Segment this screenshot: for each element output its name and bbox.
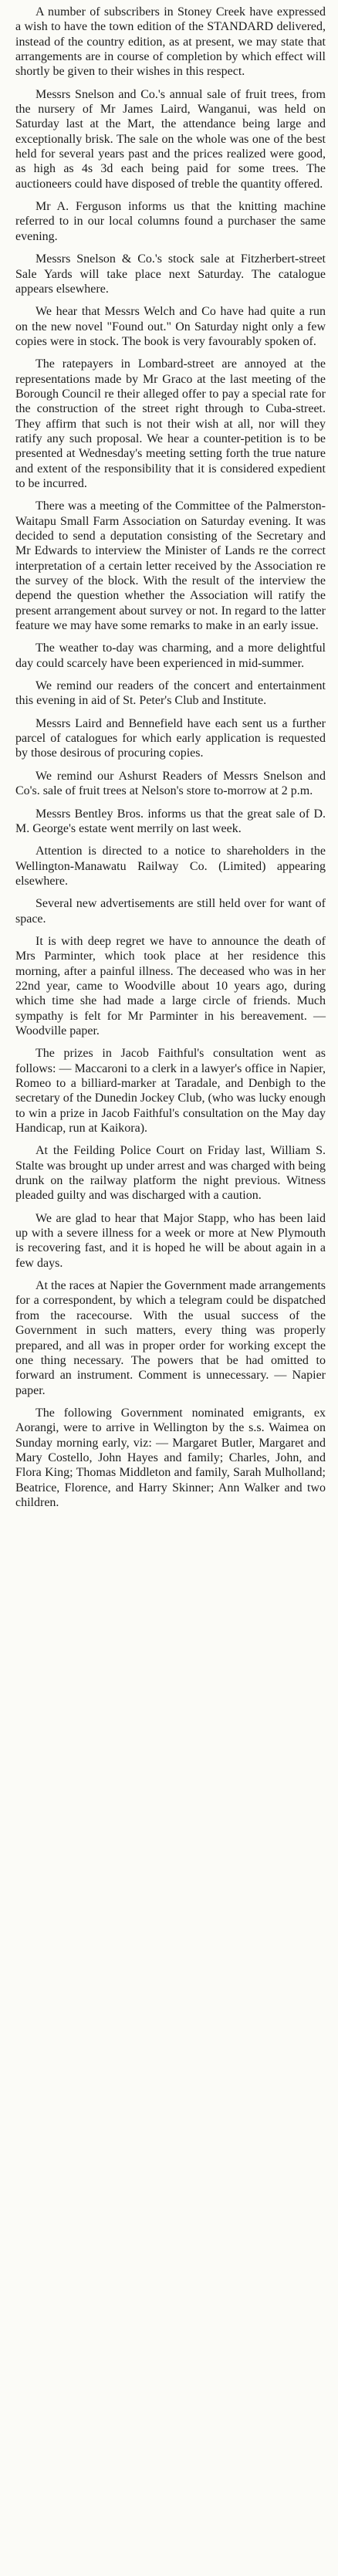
news-item-emigrants: The following Government nominated emigrants, ex Aorangi, were to arrive in Wellington by the s.s. Waimea on Sunday morning early, viz: — Margaret Butler, Margaret and Mary Costello, John Hayes and family; Charles, John, and Flora King; Thomas Middleton and family, Sarah Mulholland; Beatrice, Florence, and Harry Skinner; Ann Walker and two children. [15, 1406, 326, 1509]
news-item-ashurst-sale: We remind our Ashurst Readers of Messrs Snelson and Co's. sale of fruit trees at Nelson's store to-morrow at 2 p.m. [15, 769, 326, 798]
news-item-bentley-bros: Messrs Bentley Bros. informs us that the great sale of D. M. George's estate went merrily on last week. [15, 807, 326, 835]
news-item-napier-races: At the races at Napier the Government made arrangements for a correspondent, by which a telegram could be dispatched from the racecourse. With the usual success of the Government in such matters, every thing was properly prepared, and all was in proper order for working except the one thing necessary. The powers that be had omitted to forward an instrument. Comment is unnecessary. — Napier paper. [15, 1279, 326, 1397]
news-item-stock-sale: Messrs Snelson & Co.'s stock sale at Fitzherbert-street Sale Yards will take place next Saturday. The catalogue appears elsewhere. [15, 252, 326, 296]
news-item-stoney-creek-subscribers: A number of subscribers in Stoney Creek have expressed a wish to have the town edition of the STANDARD delivered, instead of the country edition, as at present, we may state that arrangements are in course of completion by which effect will shortly be given to their wishes in this respect. [15, 5, 326, 79]
news-item-fruit-tree-sale: Messrs Snelson and Co.'s annual sale of fruit trees, from the nursery of Mr James Laird, Wanganui, was held on Saturday last at the Mart, the attendance being large and exceptionally brisk. The sale on the whole was one of the best held for several years past and the prices realized were good, as high as 4s 3d each being paid for some trees. The auctioneers could have disposed of treble the quantity offered. [15, 87, 326, 191]
news-item-concert-reminder: We remind our readers of the concert and entertainment this evening in aid of St. Peter's Club and Institute. [15, 679, 326, 708]
news-item-catalogues: Messrs Laird and Bennefield have each sent us a further parcel of catalogues for which early application is requested by those desirous of procuring copies. [15, 716, 326, 760]
news-item-knitting-machine: Mr A. Ferguson informs us that the knitting machine referred to in our local columns found a purchaser the same evening. [15, 200, 326, 243]
news-item-advertisements-held: Several new advertisements are still held over for want of space. [15, 897, 326, 926]
news-item-small-farm-association: There was a meeting of the Committee of the Palmerston-Waitapu Small Farm Association on Saturday evening. It was decided to send a deputation consisting of the Secretary and Mr Edwards to interview the Minister of Lands re the correct interpretation of a certain letter received by the Association re the survey of the block. With the result of the interview the depend the question whether the Association will ratify the present arrangement about survey or not. In regard to the latter feature we may have some remarks to make in an early issue. [15, 499, 326, 633]
news-item-police-court: At the Feilding Police Court on Friday last, William S. Stalte was brought up under arrest and was charged with being drunk on the railway platform the night previous. Witness pleaded guilty and was discharged with a caution. [15, 1144, 326, 1203]
news-item-found-out-novel: We hear that Messrs Welch and Co have had quite a run on the new novel "Found out." On Saturday night only a few copies were in stock. The book is very favourably spoken of. [15, 305, 326, 348]
news-item-major-stapp: We are glad to hear that Major Stapp, who has been laid up with a severe illness for a week or more at New Plymouth is recovering fast, and it is hoped he will be about again in a few days. [15, 1211, 326, 1270]
news-item-lombard-street: The ratepayers in Lombard-street are annoyed at the representations made by Mr Graco at the last meeting of the Borough Council re their alleged offer to pay a special rate for the construction of the street right through to Cuba-street. They affirm that such is not their wish at all, nor will they ratify any such proposal. We hear a counter-petition is to be presented at Wednesday's meeting setting forth the true nature and extent of the responsibility that it is considered expedient to be incurred. [15, 357, 326, 490]
news-item-death-notice: It is with deep regret we have to announce the death of Mrs Parminter, which took place at her residence this morning, after a painful illness. The deceased who was in her 22nd year, came to Woodville about 10 years ago, during which time she had made a large circle of friends. Much sympathy is felt for Mr Parminter in his bereavement. — Woodville paper. [15, 934, 326, 1038]
news-item-railway-notice: Attention is directed to a notice to shareholders in the Wellington-Manawatu Railway Co. (Limited) appearing elsewhere. [15, 845, 326, 888]
news-item-consultation-prizes: The prizes in Jacob Faithful's consultation went as follows: — Maccaroni to a clerk in a lawyer's office in Napier, Romeo to a billiard-marker at Taradale, and Denbigh to the secretary of the Dunedin Jockey Club, (who was lucky enough to win a prize in Jacob Faithful's consultation on the May day Handicap, run at Kaikora). [15, 1047, 326, 1136]
news-item-weather: The weather to-day was charming, and a more delightful day could scarcely have been experienced in mid-summer. [15, 641, 326, 670]
